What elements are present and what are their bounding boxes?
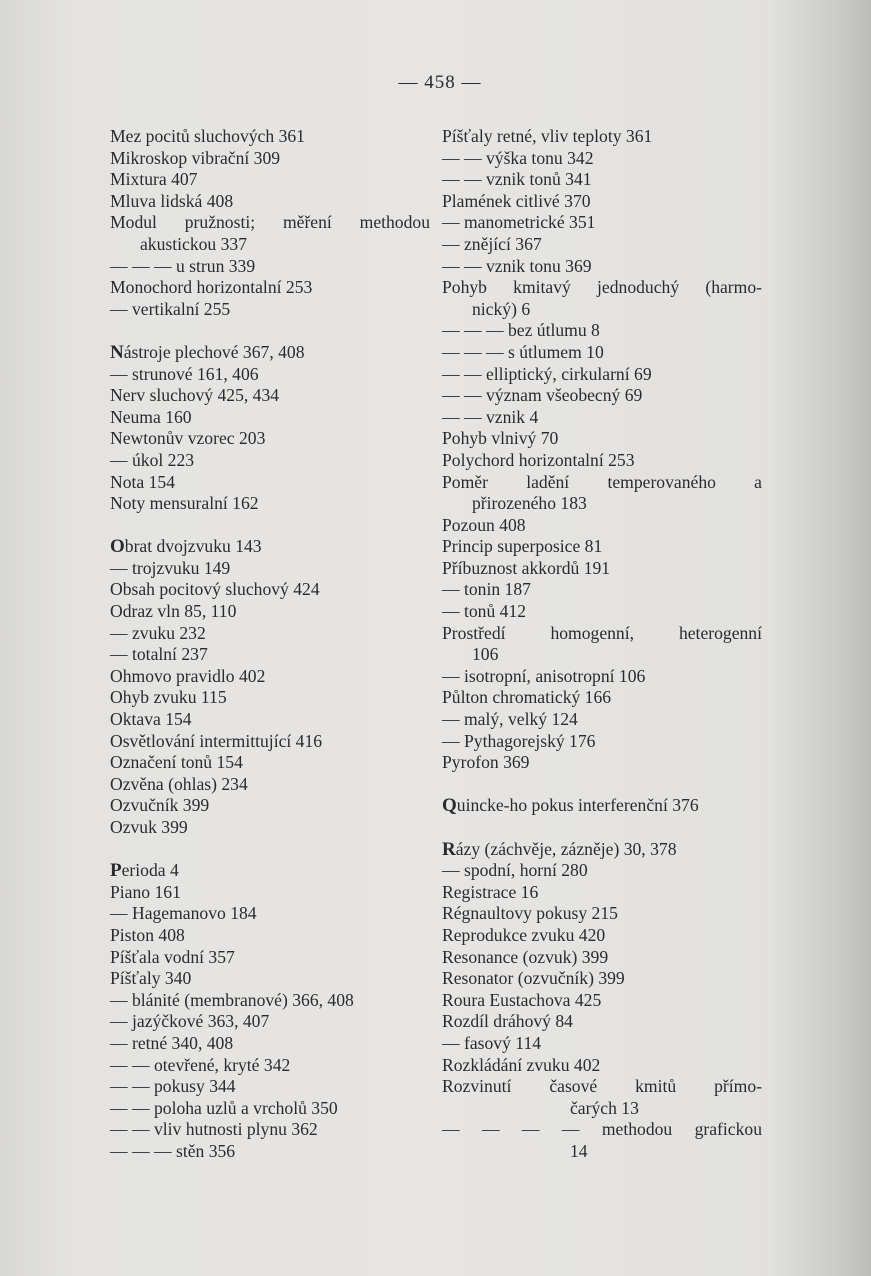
index-entry xyxy=(442,947,762,969)
index-entry-text: — zvuku 232 xyxy=(110,622,206,643)
index-entry xyxy=(442,169,762,191)
index-entry-text: erioda 4 xyxy=(121,860,179,881)
index-entry-text: Poměr ladění temperovaného a xyxy=(442,471,762,492)
section-gap xyxy=(110,839,430,861)
index-entry xyxy=(110,299,430,321)
index-entry-text: — — poloha uzlů a vrcholů 350 xyxy=(110,1097,338,1118)
index-entry-text: Neuma 160 xyxy=(110,406,192,427)
index-entry xyxy=(442,536,762,558)
index-entry xyxy=(110,860,430,882)
index-entry xyxy=(110,1119,430,1141)
index-entry-text: Resonator (ozvučník) 399 xyxy=(442,968,625,989)
index-entry xyxy=(442,903,762,925)
index-entry-text: Ozvuk 399 xyxy=(110,817,188,837)
index-entry xyxy=(110,709,430,731)
index-entry-text: Registrace 16 xyxy=(442,881,539,902)
index-entry xyxy=(442,1119,762,1141)
index-entry-text: Příbuznost akkordů 191 xyxy=(442,557,611,578)
index-entry xyxy=(110,579,430,601)
index-entry-text: Obsah pocitový sluchový 424 xyxy=(110,579,320,600)
index-entry-text: — — — u strun 339 xyxy=(110,255,256,276)
index-entry-text: Nota 154 xyxy=(110,471,175,492)
index-entry-text: Píšťaly retné, vliv teploty 361 xyxy=(442,126,653,146)
index-entry-text: nický) 6 xyxy=(472,298,531,319)
index-entry-text: Nerv sluchový 425, 434 xyxy=(110,385,280,406)
index-entry xyxy=(110,536,430,558)
index-entry xyxy=(110,450,430,472)
index-entry xyxy=(442,320,762,342)
index-entry-text: — tonů 412 xyxy=(442,601,527,622)
index-entry xyxy=(110,277,430,299)
index-entry xyxy=(442,687,762,709)
index-entry-text: Modul pružnosti; měření methodou xyxy=(110,212,430,233)
index-entry xyxy=(110,644,430,666)
index-column-right xyxy=(442,126,762,1163)
index-entry xyxy=(442,428,762,450)
index-entry xyxy=(110,968,430,990)
index-entry-text: — Hagemanovo 184 xyxy=(110,903,257,924)
index-entry xyxy=(110,601,430,623)
index-entry-text: Polychord horizontalní 253 xyxy=(442,449,635,470)
index-entry-text: — — vznik tonů 341 xyxy=(442,169,592,190)
index-entry xyxy=(442,407,762,429)
index-entry-text: Pozoun 408 xyxy=(442,514,526,535)
index-entry-text: 14 xyxy=(570,1140,588,1161)
section-gap xyxy=(442,774,762,796)
index-entry xyxy=(110,1055,430,1077)
index-entry xyxy=(110,752,430,774)
index-entry-text: — totalní 237 xyxy=(110,644,208,665)
index-entry-text: ástroje plechové 367, 408 xyxy=(123,341,305,362)
index-entry xyxy=(442,990,762,1012)
index-entry xyxy=(110,947,430,969)
index-entry xyxy=(110,1141,430,1163)
index-entry-text: — malý, velký 124 xyxy=(442,709,578,730)
index-entry-text: Píšťaly 340 xyxy=(110,968,192,989)
index-entry xyxy=(110,428,430,450)
index-entry xyxy=(110,882,430,904)
index-entry-text: Rozkládání zvuku 402 xyxy=(442,1054,601,1075)
index-entry xyxy=(110,1011,430,1033)
index-entry xyxy=(442,342,762,364)
index-entry xyxy=(110,342,430,364)
index-entry-text: — spodní, horní 280 xyxy=(442,860,588,881)
index-entry-text: Régnaultovy pokusy 215 xyxy=(442,903,618,924)
index-entry xyxy=(110,385,430,407)
index-entry xyxy=(110,126,430,148)
index-entry xyxy=(442,299,762,321)
index-entry-text: — — — stěn 356 xyxy=(110,1140,236,1161)
index-entry-text: — trojzvuku 149 xyxy=(110,557,231,578)
index-entry xyxy=(442,256,762,278)
section-gap xyxy=(110,320,430,342)
index-entry-text: 106 xyxy=(472,644,499,665)
index-entry-text: — — pokusy 344 xyxy=(110,1076,236,1097)
section-initial: Q xyxy=(442,795,457,817)
index-entry xyxy=(442,709,762,731)
index-entry-text: Piano 161 xyxy=(110,881,181,902)
index-entry-text: — blánité (membranové) 366, 408 xyxy=(110,989,354,1010)
index-entry-text: Noty mensuralní 162 xyxy=(110,493,259,514)
section-initial: R xyxy=(442,838,456,860)
index-entry-text: Píšťala vodní 357 xyxy=(110,946,235,967)
index-entry-text: — jazýčkové 363, 407 xyxy=(110,1011,270,1032)
index-entry-text: Reprodukce zvuku 420 xyxy=(442,924,606,945)
index-entry-text: brat dvojzvuku 143 xyxy=(124,536,262,557)
page-number: — 458 — xyxy=(398,72,482,93)
index-entry xyxy=(110,687,430,709)
index-entry-text: Mikroskop vibrační 309 xyxy=(110,147,281,168)
index-entry xyxy=(442,364,762,386)
index-entry xyxy=(442,558,762,580)
index-entry xyxy=(110,493,430,515)
index-entry xyxy=(442,666,762,688)
index-entry-text: — — výška tonu 342 xyxy=(442,147,594,168)
index-entry xyxy=(442,234,762,256)
section-gap xyxy=(442,817,762,839)
index-entry-text: Pohyb vlnivý 70 xyxy=(442,428,559,449)
index-entry-text: Ozvučník 399 xyxy=(110,795,210,816)
index-entry xyxy=(110,472,430,494)
index-entry xyxy=(442,450,762,472)
index-entry xyxy=(110,774,430,796)
index-entry-text: — — vznik 4 xyxy=(442,406,539,427)
index-entry-text: — — — s útlumem 10 xyxy=(442,341,604,362)
index-entry-text: Rozdíl dráhový 84 xyxy=(442,1011,573,1032)
index-entry-text: — — význam všeobecný 69 xyxy=(442,385,643,406)
index-entry-text: Označení tonů 154 xyxy=(110,752,243,773)
index-entry-text: Půlton chromatický 166 xyxy=(442,687,612,708)
index-entry-text: Resonance (ozvuk) 399 xyxy=(442,946,609,967)
index-entry xyxy=(442,839,762,861)
index-entry-text: Ohmovo pravidlo 402 xyxy=(110,665,266,686)
index-entry xyxy=(442,1098,762,1120)
index-entry xyxy=(442,385,762,407)
index-entry-text: — isotropní, anisotropní 106 xyxy=(442,665,646,686)
index-entry xyxy=(110,1033,430,1055)
index-entry-text: — vertikalní 255 xyxy=(110,298,231,319)
index-entry xyxy=(110,191,430,213)
index-entry-text: Mixtura 407 xyxy=(110,169,198,190)
index-entry-text: Prostředí homogenní, heterogenní xyxy=(442,622,762,643)
index-entry-text: Mez pocitů sluchových 361 xyxy=(110,126,305,146)
index-entry xyxy=(110,148,430,170)
index-entry xyxy=(442,1076,762,1098)
index-entry xyxy=(442,126,762,148)
index-entry xyxy=(442,860,762,882)
index-entry-text: — retné 340, 408 xyxy=(110,1032,234,1053)
index-entry-text: Princip superposice 81 xyxy=(442,536,603,557)
index-entry xyxy=(442,493,762,515)
index-entry-text: — — elliptický, cirkularní 69 xyxy=(442,363,652,384)
index-entry xyxy=(442,191,762,213)
index-entry-text: Mluva lidská 408 xyxy=(110,190,234,211)
index-entry-text: Piston 408 xyxy=(110,924,185,945)
index-entry xyxy=(442,623,762,645)
index-entry-text: Rozvinutí časové kmitů přímo- xyxy=(442,1076,762,1097)
index-entry-text: — Pythagorejský 176 xyxy=(442,730,596,751)
index-entry xyxy=(110,666,430,688)
index-entry-text: čarých 13 xyxy=(570,1097,639,1118)
index-entry xyxy=(110,407,430,429)
section-initial: O xyxy=(110,536,125,558)
index-entry-text: Odraz vln 85, 110 xyxy=(110,601,237,622)
section-gap xyxy=(110,515,430,537)
index-entry-text: akustickou 337 xyxy=(140,233,248,254)
index-entry-text: ázy (záchvěje, zázněje) 30, 378 xyxy=(455,838,677,859)
index-entry xyxy=(442,731,762,753)
section-initial: N xyxy=(110,341,124,363)
index-entry xyxy=(442,1011,762,1033)
index-entry xyxy=(110,234,430,256)
index-entry-text: — manometrické 351 xyxy=(442,212,596,233)
index-entry-text: Newtonův vzorec 203 xyxy=(110,428,266,449)
index-entry-text: Monochord horizontalní 253 xyxy=(110,277,313,298)
index-entry xyxy=(442,579,762,601)
index-entry xyxy=(110,925,430,947)
index-entry xyxy=(110,623,430,645)
index-entry-text: Plamének citlivé 370 xyxy=(442,190,591,211)
index-entry xyxy=(442,472,762,494)
index-entry xyxy=(110,1076,430,1098)
index-entry-text: — — — bez útlumu 8 xyxy=(442,320,600,341)
index-entry-text: — tonin 187 xyxy=(442,579,531,600)
index-entry-text: Ohyb zvuku 115 xyxy=(110,687,227,708)
index-entry-text: Osvětlování intermittující 416 xyxy=(110,730,323,751)
index-entry-text: — znějící 367 xyxy=(442,233,542,254)
index-entry xyxy=(442,795,762,817)
index-entry xyxy=(110,1098,430,1120)
index-entry xyxy=(442,1055,762,1077)
index-entry xyxy=(110,795,430,817)
index-entry-text: — — vznik tonu 369 xyxy=(442,255,592,276)
index-entry-text: uincke-ho pokus interferenční 376 xyxy=(456,795,699,816)
index-entry-text: Pyrofon 369 xyxy=(442,752,530,773)
index-entry xyxy=(442,968,762,990)
index-entry xyxy=(110,256,430,278)
index-entry xyxy=(110,817,430,839)
index-entry-text: — — — — methodou grafickou xyxy=(442,1119,762,1140)
index-entry xyxy=(442,1141,762,1163)
section-initial: P xyxy=(110,860,122,882)
index-entry xyxy=(442,882,762,904)
index-entry-text: Roura Eustachova 425 xyxy=(442,989,602,1010)
index-entry-text: — — otevřené, kryté 342 xyxy=(110,1054,291,1075)
index-entry xyxy=(442,925,762,947)
index-entry xyxy=(442,601,762,623)
index-entry-text: přirozeného 183 xyxy=(472,493,587,514)
index-entry xyxy=(110,558,430,580)
index-entry xyxy=(110,731,430,753)
index-entry-text: Oktava 154 xyxy=(110,709,192,730)
index-entry xyxy=(442,277,762,299)
index-entry xyxy=(442,752,762,774)
index-entry xyxy=(110,212,430,234)
index-entry xyxy=(110,990,430,1012)
index-entry-text: — fasový 114 xyxy=(442,1032,542,1053)
index-entry-text: — úkol 223 xyxy=(110,449,195,470)
index-entry xyxy=(110,169,430,191)
index-entry-text: Pohyb kmitavý jednoduchý (harmo- xyxy=(442,277,762,298)
index-entry xyxy=(110,364,430,386)
index-entry xyxy=(442,515,762,537)
index-column-left xyxy=(110,126,430,1163)
index-entry xyxy=(442,148,762,170)
index-entry-text: — — vliv hutnosti plynu 362 xyxy=(110,1119,318,1140)
index-entry-text: — strunové 161, 406 xyxy=(110,363,259,384)
index-entry xyxy=(442,212,762,234)
index-entry xyxy=(110,903,430,925)
index-entry xyxy=(442,644,762,666)
index-entry-text: Ozvěna (ohlas) 234 xyxy=(110,773,248,794)
index-entry xyxy=(442,1033,762,1055)
